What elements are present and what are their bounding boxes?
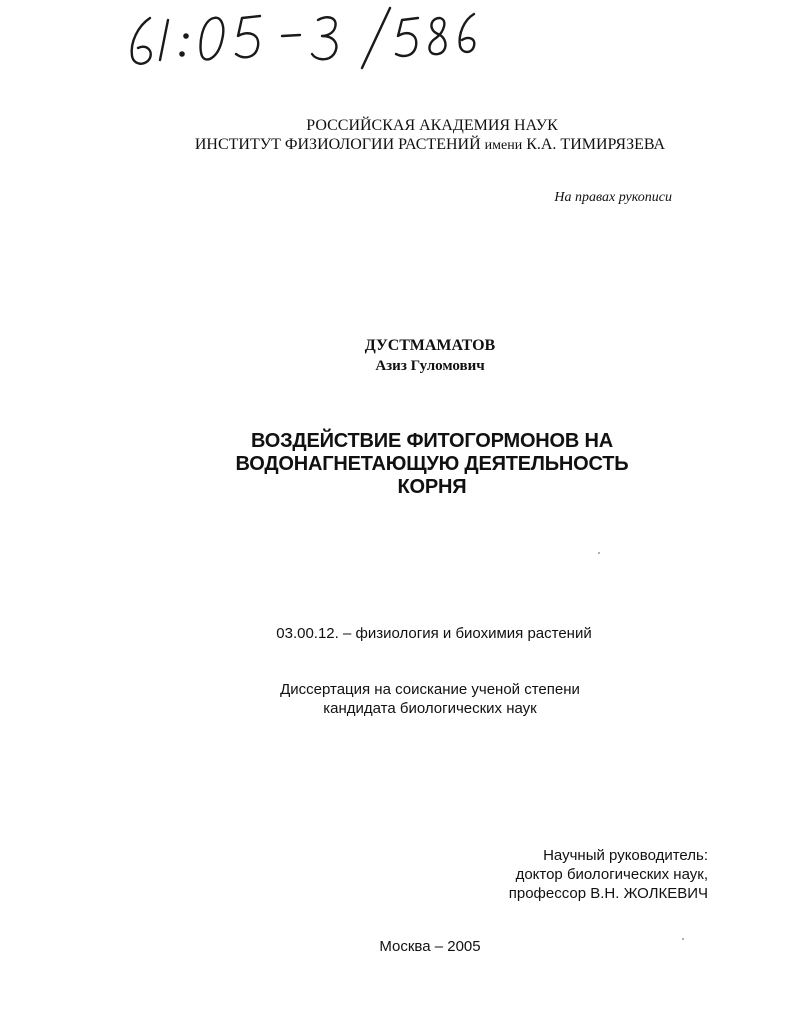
author-surname: ДУСТМАМАТОВ bbox=[364, 337, 496, 354]
city-year: Москва – 2005 bbox=[379, 938, 481, 955]
author-given-names: Азиз Гуломович bbox=[375, 358, 485, 374]
dissertation-degree-line-2: кандидата биологических наук bbox=[323, 700, 537, 717]
supervisor-degree: доктор биологических наук, bbox=[515, 866, 708, 883]
institute-name bbox=[150, 136, 710, 154]
thesis-title-line-2: ВОДОНАГНЕТАЮЩУЮ ДЕЯТЕЛЬНОСТЬ bbox=[235, 453, 629, 475]
supervisor-label: Научный руководитель: bbox=[543, 847, 708, 864]
institute-name-part2: К.А. ТИМИРЯЗЕВА bbox=[526, 136, 666, 153]
institute-named-word: имени bbox=[484, 138, 523, 153]
supervisor-name: профессор В.Н. ЖОЛКЕВИЧ bbox=[508, 885, 708, 902]
handwritten-archive-number bbox=[122, 4, 482, 76]
scan-speck bbox=[682, 938, 684, 940]
thesis-title-line-1: ВОЗДЕЙСТВИЕ ФИТОГОРМОНОВ НА bbox=[250, 430, 613, 452]
scan-speck bbox=[598, 552, 600, 554]
thesis-title-line-3: КОРНЯ bbox=[397, 476, 467, 498]
rights-note: На правах рукописи bbox=[554, 190, 672, 205]
academy-name: РОССИЙСКАЯ АКАДЕМИЯ НАУК bbox=[306, 117, 558, 134]
speciality-code: 03.00.12. – физиология и биохимия растений bbox=[276, 625, 592, 642]
dissertation-degree-line-1: Диссертация на соискание ученой степени bbox=[280, 681, 580, 698]
institute-name-part1: ИНСТИТУТ ФИЗИОЛОГИИ РАСТЕНИЙ bbox=[194, 136, 481, 153]
